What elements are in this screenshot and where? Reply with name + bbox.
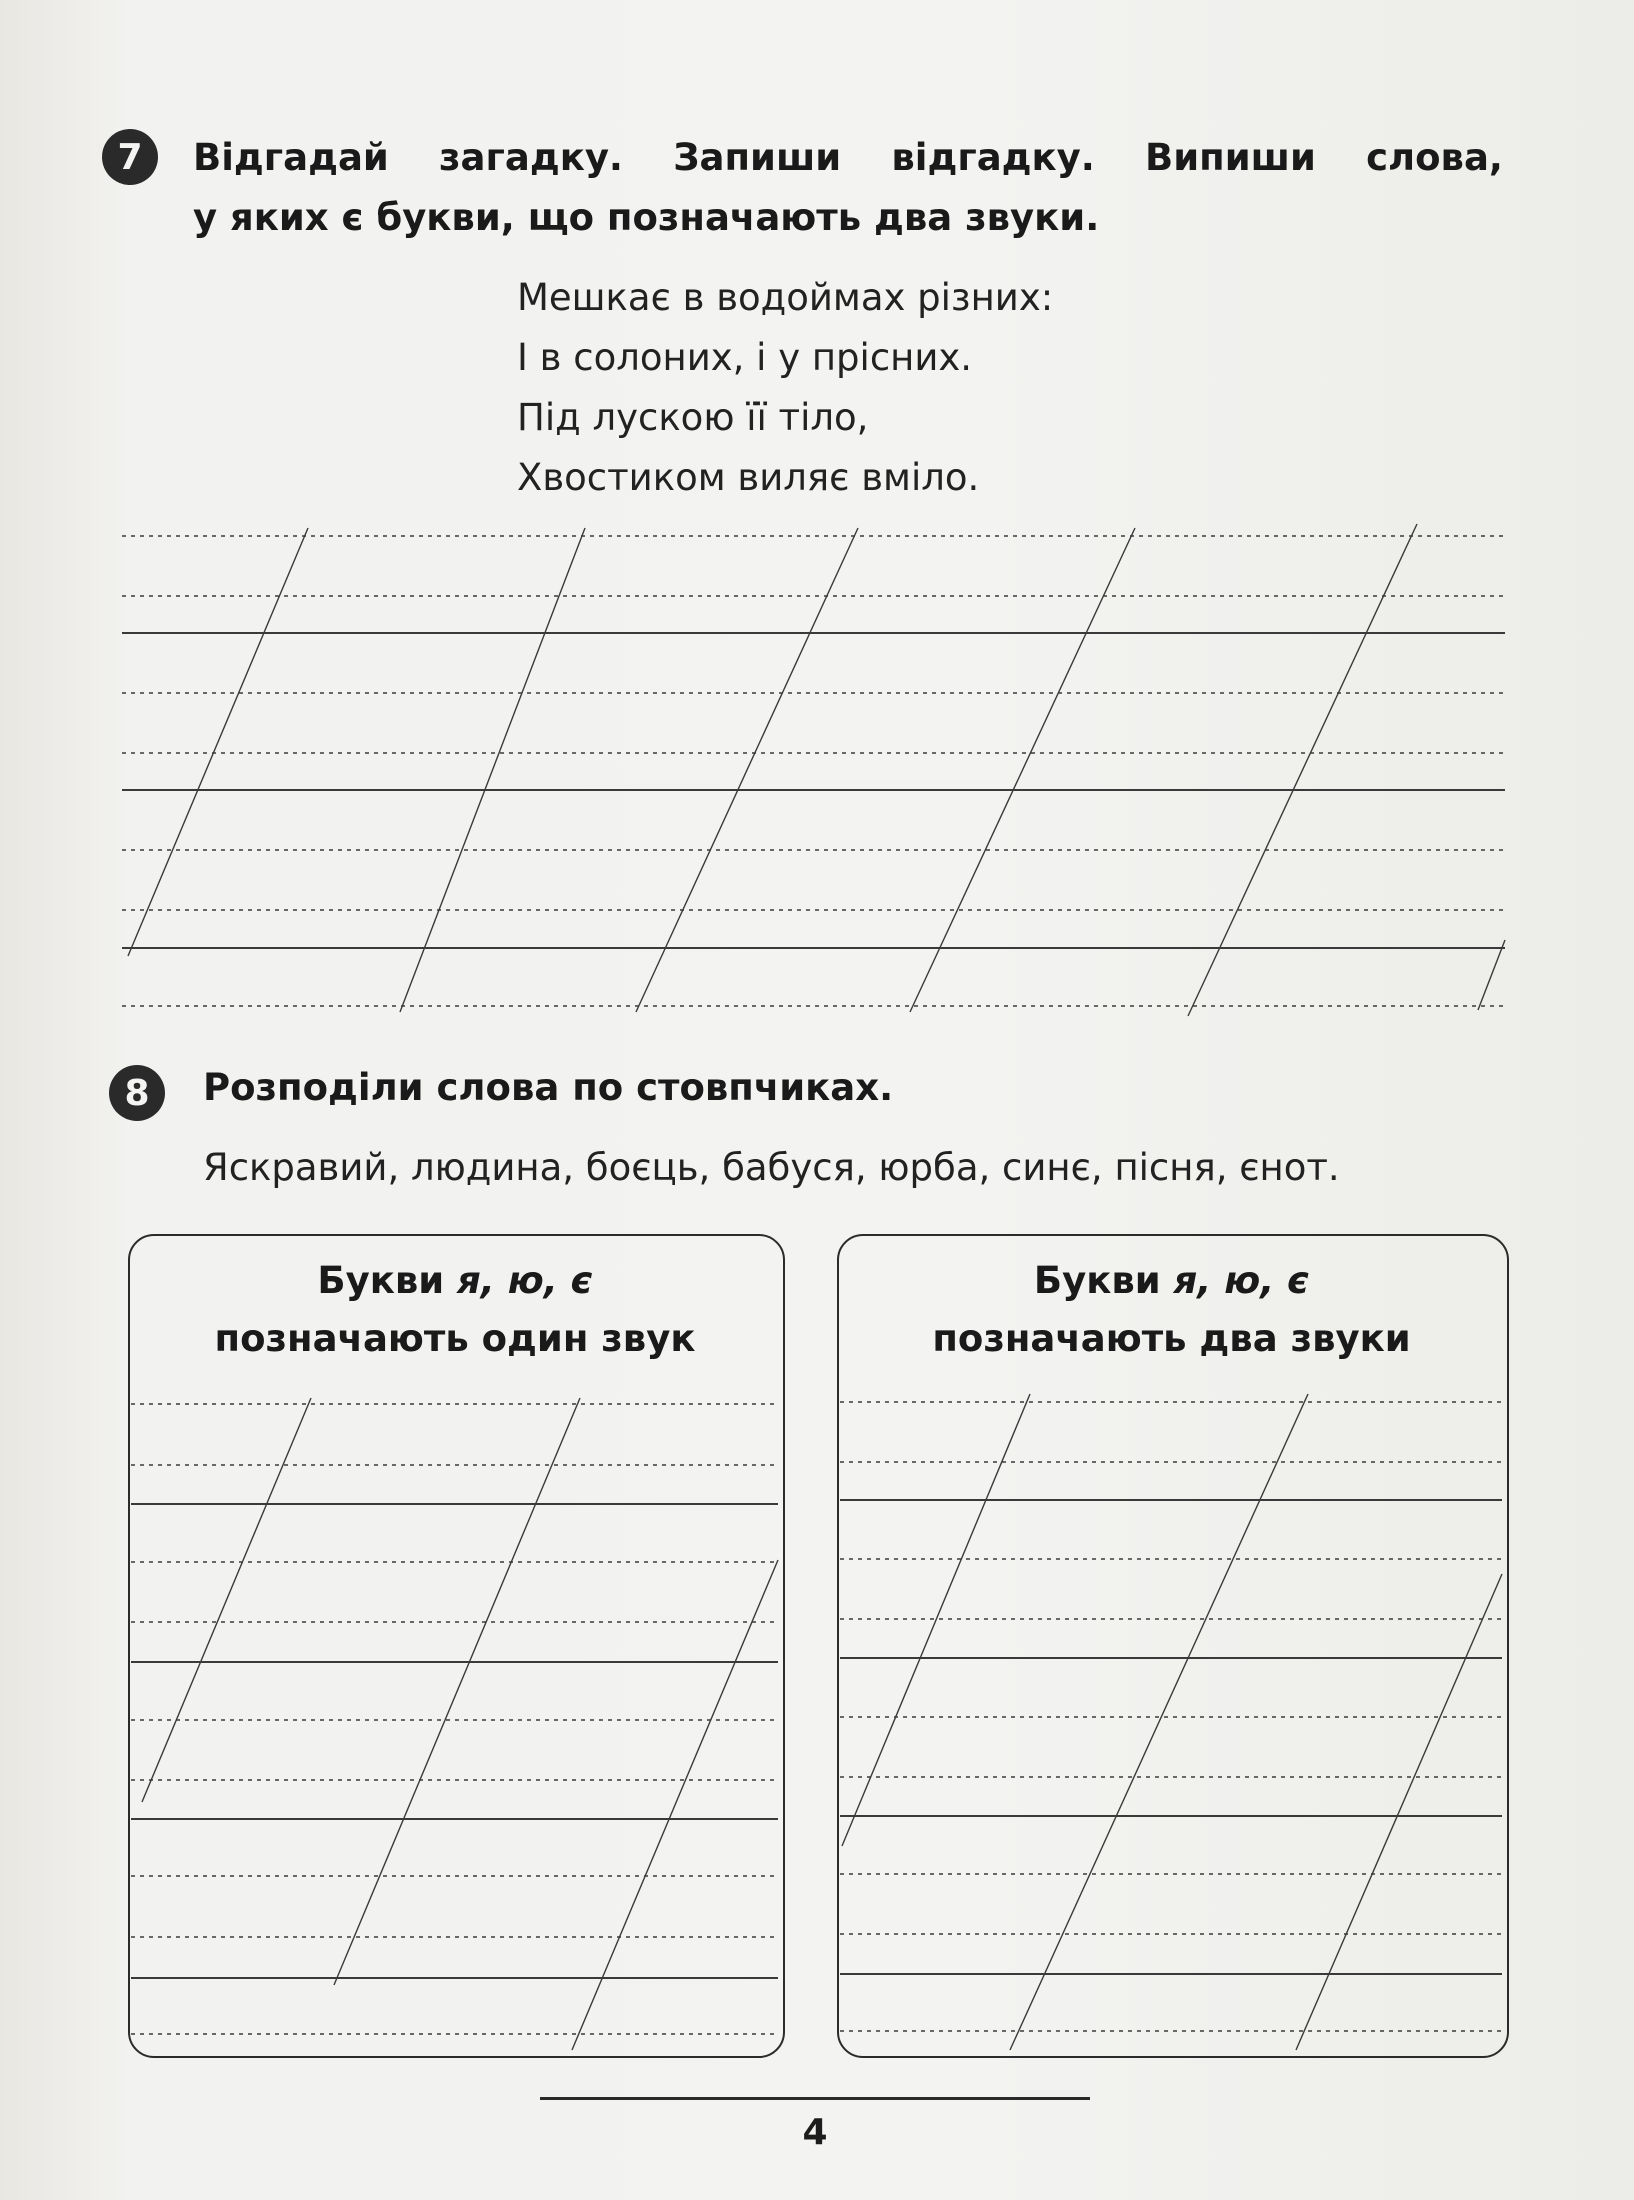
riddle-line: Хвостиком виляє вміло.	[517, 456, 980, 499]
task7-title-line1: Відгадай загадку. Запиши відгадку. Випиши слова,	[193, 136, 1503, 179]
header-letters: я, ю, є	[1173, 1259, 1310, 1302]
header-prefix: Букви	[1033, 1259, 1174, 1302]
header-line2: позначають два звуки	[932, 1317, 1411, 1360]
riddle-line: Мешкає в водоймах різних:	[517, 276, 1054, 319]
task7-number-badge: 7	[102, 129, 158, 185]
header-line2: позначають один звук	[214, 1317, 696, 1360]
page-number: 4	[802, 2112, 828, 2153]
riddle-line: І в солоних, і у прісних.	[517, 336, 973, 379]
task8-number-badge: 8	[109, 1065, 165, 1121]
task8-word-list: Яскравий, людина, боєць, бабуся, юрба, синє, пісня, єнот.	[203, 1146, 1340, 1189]
page-footer-rule	[540, 2097, 1090, 2100]
header-letters: я, ю, є	[457, 1259, 593, 1302]
task7-title-line2: у яких є букви, що позначають два звуки.	[193, 196, 1100, 239]
task8-title: Розподіли слова по стовпчиках.	[203, 1066, 894, 1109]
header-prefix: Букви	[317, 1259, 458, 1302]
riddle-line: Під лускою її тіло,	[517, 396, 869, 439]
